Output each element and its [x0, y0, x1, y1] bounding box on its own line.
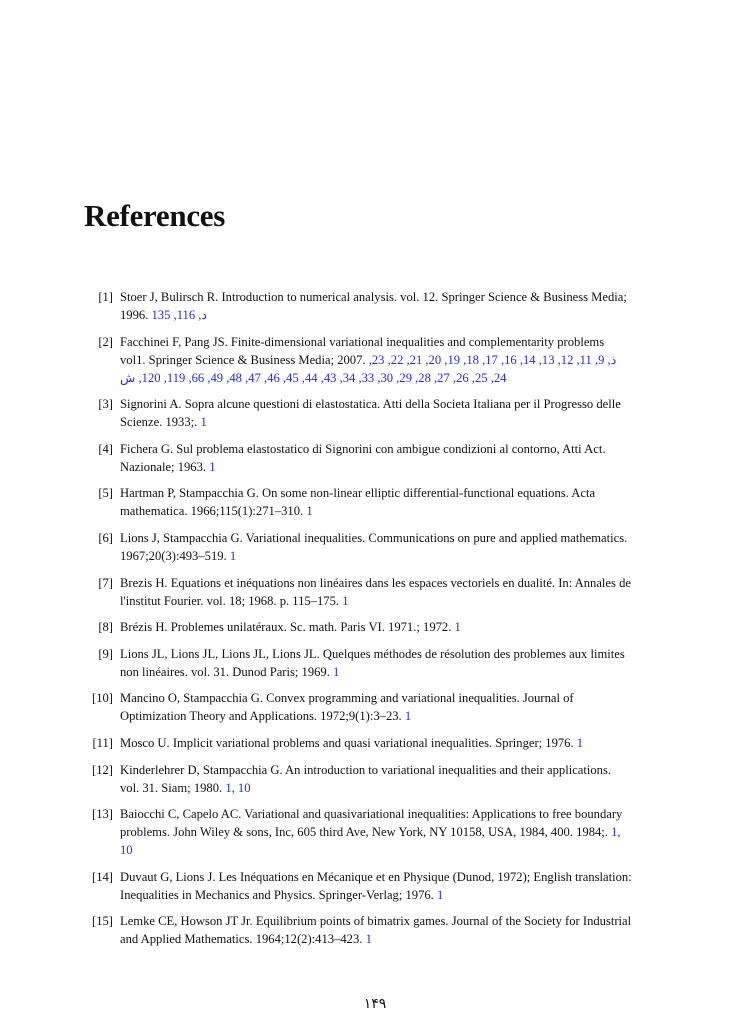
reference-item [84, 645, 632, 681]
reference-item [84, 484, 632, 520]
reference-text: Stoer J, Bulirsch R. Introduction to numerical analysis. vol. 12. Springer Science & Business Media; 1996. [120, 290, 627, 322]
reference-item [84, 734, 632, 752]
back-reference-links[interactable]: 1 [436, 887, 444, 902]
reference-number: [7] [98, 575, 113, 590]
reference-number: [1] [98, 290, 113, 304]
reference-number: [13] [92, 807, 113, 822]
reference-text: Signorini A. Sopra alcune questioni di elastostatica. Atti della Societa Italiana per il Progresso delle Scienze. 1933;. [120, 397, 621, 430]
page-number: ۱۴۹ [363, 996, 387, 1012]
reference-item [84, 440, 632, 476]
back-reference-links[interactable]: ذ, 9, 11, 12, 13, 14, 16, 17, 18, 19, 20, 21, 22, 23, 24, 25, 26, 27, 28, 29, 30, 33, 34, 43, 44, 45, 46, 47, 48, 49, 66, 119, 120, ش [120, 352, 617, 385]
reference-text: Fichera G. Sul problema elastostatico di Signorini con ambigue condizioni al contorno, Atti Act. Nazionale; 1963. [120, 441, 606, 474]
reference-text: Lions JL, Lions JL, Lions JL, Lions JL. Quelques méthodes de résolution des problemes aux limites non linéaires. vol. 31. Dunod Paris; 1969. [120, 646, 625, 679]
back-reference-links[interactable]: 1 [333, 664, 340, 679]
back-reference-links[interactable]: 1, 10 [120, 825, 621, 858]
reference-list [84, 288, 632, 957]
reference-number: [2] [98, 334, 113, 349]
page-title: References [84, 198, 226, 233]
reference-number: [15] [92, 914, 113, 929]
reference-text: Facchinei F, Pang JS. Finite-dimensional variational inequalities and complementarity problems vol1. Springer Science & Business Media; 2007. [120, 334, 605, 367]
reference-text: Mancino O, Stampacchia G. Convex programming and variational inequalities. Journal of Optimization Theory and Applications. 1972;9(1):3–23. [120, 691, 574, 724]
reference-text: Baiocchi C, Capelo AC. Variational and quasivariational inequalities: Applications to free boundary problems. John Wiley & sons, Inc, 605 third Ave, New York, NY 10158, USA, 1984, 400. 1984;. [120, 807, 623, 840]
back-reference-links[interactable]: 1 [209, 459, 216, 474]
reference-item [84, 761, 632, 797]
back-reference-links[interactable]: د, 116, 135 [151, 308, 208, 322]
reference-number: [12] [92, 762, 113, 777]
reference-number: [11] [92, 735, 113, 750]
reference-item [84, 395, 632, 431]
back-reference-links[interactable]: 1 [229, 548, 237, 563]
back-reference-links[interactable]: 1 [576, 735, 584, 750]
back-reference-links[interactable]: 1 [454, 620, 461, 635]
reference-number: [8] [98, 620, 113, 635]
reference-number: [10] [92, 691, 113, 706]
reference-item [84, 288, 632, 324]
back-reference-links[interactable]: 1, 10 [225, 780, 251, 795]
back-reference-links[interactable]: 1 [306, 504, 313, 519]
reference-number: [14] [92, 869, 113, 884]
reference-text: Brézis H. Problemes unilatéraux. Sc. math. Paris VI. 1971.; 1972. [120, 620, 452, 635]
reference-item [84, 912, 632, 948]
reference-item [84, 868, 632, 904]
reference-number: [9] [98, 646, 113, 661]
reference-text: Mosco U. Implicit variational problems and quasi variational inequalities. Springer; 1976. [120, 735, 574, 750]
reference-item [84, 574, 632, 610]
reference-text: Kinderlehrer D, Stampacchia G. An introduction to variational inequalities and their applications. vol. 31. Siam; 1980. [120, 762, 612, 795]
reference-number: [3] [98, 397, 113, 412]
back-reference-links[interactable]: 1 [342, 593, 349, 608]
reference-item [84, 529, 632, 565]
back-reference-links[interactable]: 1 [365, 932, 372, 947]
reference-text: Hartman P, Stampacchia G. On some non-linear elliptic differential-functional equations. Acta mathematica. 1966;115(1):271–310. [120, 486, 596, 519]
reference-item [84, 805, 632, 859]
back-reference-links[interactable]: 1 [404, 709, 412, 724]
reference-item [84, 618, 632, 636]
reference-item [84, 333, 632, 387]
reference-number: [6] [98, 530, 113, 545]
back-reference-links[interactable]: 1 [200, 415, 207, 430]
reference-item [84, 689, 632, 725]
reference-number: [5] [98, 486, 113, 501]
reference-text: Lions J, Stampacchia G. Variational inequalities. Communications on pure and applied mathematics. 1967;20(3):493–519. [120, 530, 628, 563]
reference-text: Brezis H. Equations et inéquations non linéaires dans les espaces vectoriels en dualité. In: Annales de l'institut Fourier. vol. 18; 1968. p. 115–175. [120, 575, 631, 608]
reference-text: Lemke CE, Howson JT Jr. Equilibrium points of bimatrix games. Journal of the Society for Industrial and Applied Mathematics. 1964;12(2):413–423. [120, 914, 632, 947]
reference-number: [4] [98, 441, 113, 456]
reference-text: Duvaut G, Lions J. Les Inéquations en Mécanique et en Physique (Dunod, 1972); English translation: Inequalities in Mechanics and Physics. Springer-Verlag; 1976. [120, 869, 632, 902]
